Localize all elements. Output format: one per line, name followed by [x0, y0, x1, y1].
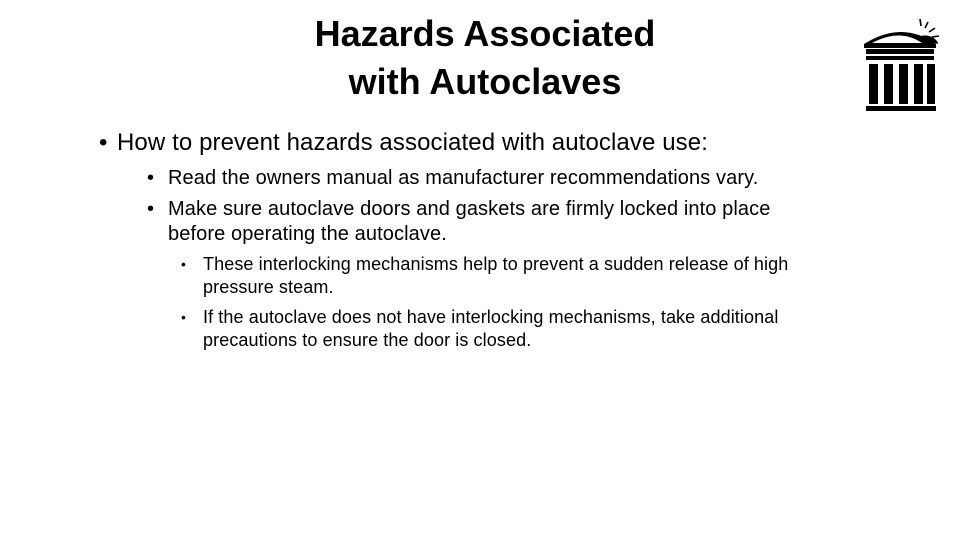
- list-item: [132, 166, 796, 191]
- list-item: [167, 253, 796, 299]
- list-item: [167, 306, 796, 352]
- title-line-2: with Autoclaves: [348, 61, 622, 102]
- bullet-text: How to prevent hazards associated with autoclave use:: [117, 129, 708, 156]
- building-columns-icon: [862, 16, 942, 112]
- sub-sub-bullet-list: [168, 253, 796, 352]
- list-item: [132, 197, 796, 352]
- sub-bullet-text: Read the owners manual as manufacturer recommendations vary.: [168, 167, 759, 189]
- list-item: [96, 128, 796, 352]
- slide-title: [185, 10, 785, 106]
- slide-body: [96, 128, 796, 359]
- sub-bullet-list: [117, 166, 796, 352]
- sub-bullet-text: Make sure autoclave doors and gaskets are firmly locked into place before operating the autoclave.: [168, 198, 771, 245]
- sub-sub-bullet-text: If the autoclave does not have interlocking mechanisms, take additional precautions to ensure the door is closed.: [203, 307, 779, 350]
- bullet-list: [96, 128, 796, 352]
- title-line-1: Hazards Associated: [314, 13, 656, 54]
- sub-sub-bullet-text: These interlocking mechanisms help to prevent a sudden release of high pressure steam.: [203, 254, 789, 297]
